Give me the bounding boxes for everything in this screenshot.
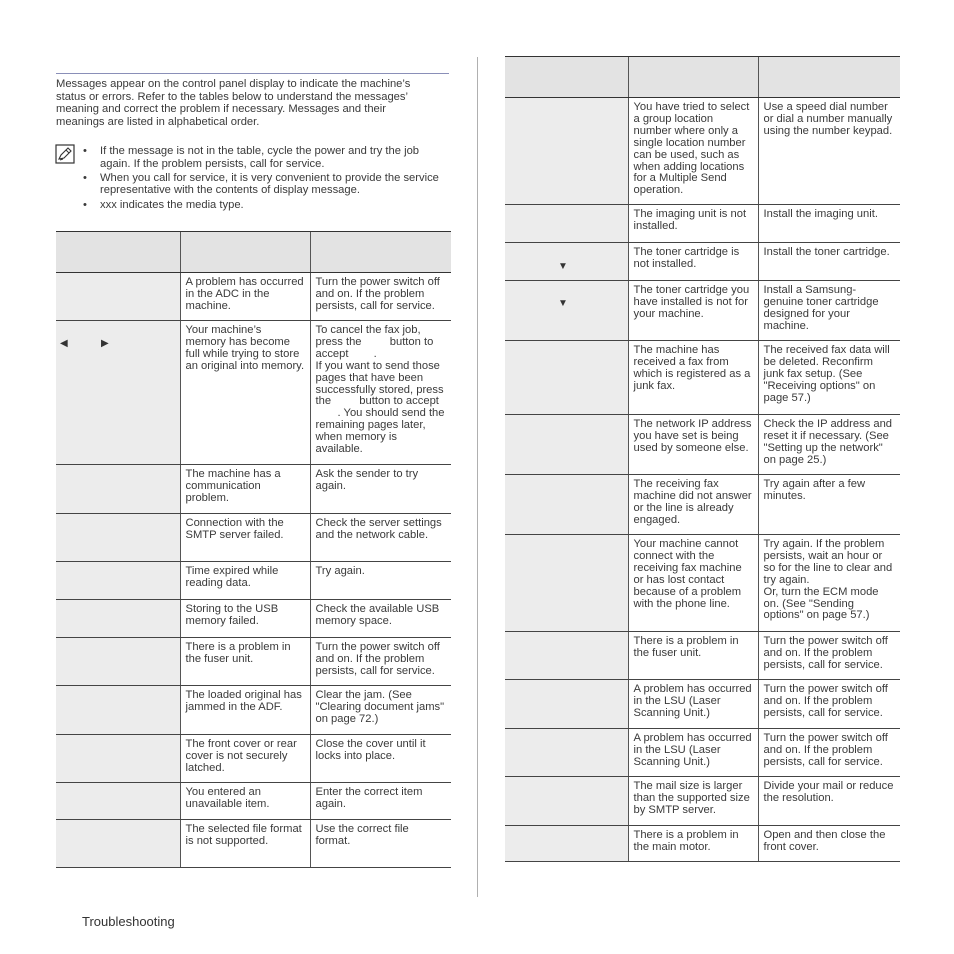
table-row: [505, 729, 900, 777]
meaning-cell: The loaded original has jammed in the ADF.: [180, 686, 310, 735]
section-rule: [56, 73, 449, 74]
table-row: [56, 820, 451, 868]
messages-table-left: [56, 231, 451, 868]
meaning-cell: The toner cartridge you have installed is not for your machine.: [628, 281, 758, 341]
meaning-cell: Time expired while reading data.: [180, 562, 310, 600]
header-message-cell: [505, 57, 628, 98]
meaning-cell: The toner cartridge is not installed.: [628, 243, 758, 281]
meaning-cell: The front cover or rear cover is not securely latched.: [180, 735, 310, 783]
message-cell: [56, 273, 180, 321]
solution-text: . You should send the remaining pages later, when memory is available.: [315, 407, 445, 456]
page-footer: Troubleshooting: [82, 914, 175, 929]
header-message-cell: [56, 232, 180, 273]
note-item: • When you call for service, it is very convenient to provide the service representative with the contents of display message.: [78, 172, 448, 197]
solution-cell: Turn the power switch off and on. If the problem persists, call for service.: [758, 729, 900, 777]
message-cell: [56, 321, 180, 465]
solution-cell: Turn the power switch off and on. If the problem persists, call for service.: [758, 632, 900, 680]
messages-table-right: [505, 56, 900, 862]
solution-cell: Enter the correct item again.: [310, 783, 451, 820]
meaning-cell: There is a problem in the fuser unit.: [628, 632, 758, 680]
table-row: [56, 514, 451, 562]
message-cell: [505, 341, 628, 415]
meaning-cell: Your machine cannot connect with the receiving fax machine or has lost contact because of a problem with the phone line.: [628, 535, 758, 632]
table-header-row: [505, 57, 900, 98]
table-row: [505, 826, 900, 862]
solution-cell: Use a speed dial number or dial a number manually using the number keypad.: [758, 98, 900, 205]
solution-cell: Turn the power switch off and on. If the problem persists, call for service.: [310, 638, 451, 686]
message-cell: [56, 820, 180, 868]
meaning-cell: Your machine’s memory has become full while trying to store an original into memory.: [180, 321, 310, 465]
table-row: [505, 777, 900, 826]
solution-cell: Check the available USB memory space.: [310, 600, 451, 638]
message-cell: [56, 600, 180, 638]
message-cell: [505, 205, 628, 243]
note-item: • xxx indicates the media type.: [78, 199, 448, 212]
table-header-row: [56, 232, 451, 273]
message-cell: [56, 638, 180, 686]
down-arrow-icon: ▼: [558, 298, 568, 309]
solution-cell: Divide your mail or reduce the resolution.: [758, 777, 900, 826]
meaning-cell: A problem has occurred in the ADC in the machine.: [180, 273, 310, 321]
meaning-cell: The selected file format is not supported.: [180, 820, 310, 868]
meaning-cell: The imaging unit is not installed.: [628, 205, 758, 243]
solution-text: If you want to send those pages that have been successfully stored, press the: [315, 359, 444, 408]
solution-cell: [758, 535, 900, 632]
message-cell: [505, 826, 628, 862]
intro-paragraph: Messages appear on the control panel display to indicate the machine’s status or errors. Refer to the tables below to understand the messages’ meaning and correct the problem if necessary. Messages and their meanings are listed in alphabetical order.: [56, 78, 411, 128]
notes-list: [78, 145, 448, 213]
message-cell: [505, 415, 628, 475]
solution-text: .: [373, 347, 377, 360]
message-cell: [505, 281, 628, 341]
meaning-cell: The mail size is larger than the supported size by SMTP server.: [628, 777, 758, 826]
message-cell: [505, 535, 628, 632]
meaning-cell: You have tried to select a group location number where only a single location number can be used, such as when adding locations for a Multiple Send operation.: [628, 98, 758, 205]
meaning-cell: The receiving fax machine did not answer or the line is already engaged.: [628, 475, 758, 535]
solution-cell: Turn the power switch off and on. If the problem persists, call for service.: [758, 680, 900, 729]
meaning-cell: The machine has received a fax from which is registered as a junk fax.: [628, 341, 758, 415]
solution-cell: Install a Samsung-genuine toner cartridge designed for your machine.: [758, 281, 900, 341]
right-arrow-icon: ▶: [101, 338, 109, 349]
table-row: [505, 632, 900, 680]
table-row: [56, 783, 451, 820]
table-row: [505, 475, 900, 535]
table-row: [505, 98, 900, 205]
table-row: [505, 205, 900, 243]
meaning-cell: A problem has occurred in the LSU (Laser Scanning Unit.): [628, 729, 758, 777]
table-row: [505, 281, 900, 341]
message-cell: [505, 475, 628, 535]
meaning-cell: There is a problem in the fuser unit.: [180, 638, 310, 686]
note-item: • If the message is not in the table, cycle the power and try the job again. If the problem persists, call for service.: [78, 145, 448, 170]
message-cell: [56, 514, 180, 562]
solution-cell: Close the cover until it locks into place.: [310, 735, 451, 783]
message-cell: [505, 632, 628, 680]
table-row: [505, 415, 900, 475]
left-arrow-icon: ◀: [60, 338, 68, 349]
message-cell: [505, 777, 628, 826]
meaning-cell: The network IP address you have set is being used by someone else.: [628, 415, 758, 475]
message-cell: [505, 729, 628, 777]
meaning-cell: Connection with the SMTP server failed.: [180, 514, 310, 562]
down-arrow-icon: ▼: [558, 261, 568, 272]
meaning-cell: The machine has a communication problem.: [180, 465, 310, 514]
solution-text: button to accept: [359, 395, 439, 408]
meaning-cell: A problem has occurred in the LSU (Laser Scanning Unit.): [628, 680, 758, 729]
message-cell: [56, 465, 180, 514]
table-row: [505, 680, 900, 729]
table-row: [56, 686, 451, 735]
table-row: [56, 321, 451, 465]
table-row: [505, 341, 900, 415]
solution-cell: Install the imaging unit.: [758, 205, 900, 243]
solution-cell: Use the correct file format.: [310, 820, 451, 868]
solution-text: To cancel the fax job, press the: [315, 324, 421, 348]
message-cell: [56, 562, 180, 600]
table-row: [56, 273, 451, 321]
meaning-cell: You entered an unavailable item.: [180, 783, 310, 820]
table-row: [56, 465, 451, 514]
solution-cell: [310, 321, 451, 465]
solution-cell: Install the toner cartridge.: [758, 243, 900, 281]
table-row: [56, 638, 451, 686]
solution-cell: The received fax data will be deleted. Reconfirm junk fax setup. (See "Receiving options" on page 57.): [758, 341, 900, 415]
solution-cell: Ask the sender to try again.: [310, 465, 451, 514]
header-solution-cell: [758, 57, 900, 98]
solution-text: Or, turn the ECM mode on. (See "Sending options" on page 57.): [763, 585, 879, 622]
solution-text: button to accept: [315, 335, 434, 360]
message-cell: [56, 686, 180, 735]
message-cell: [505, 98, 628, 205]
header-meaning-cell: [628, 57, 758, 98]
header-meaning-cell: [180, 232, 310, 273]
solution-cell: Clear the jam. (See "Clearing document jams" on page 72.): [310, 686, 451, 735]
table-row: [56, 600, 451, 638]
message-cell: [505, 680, 628, 729]
solution-cell: Try again after a few minutes.: [758, 475, 900, 535]
meaning-cell: Storing to the USB memory failed.: [180, 600, 310, 638]
solution-text: Try again. If the problem persists, wait an hour or so for the line to clear and try again.: [763, 538, 893, 586]
solution-cell: Open and then close the front cover.: [758, 826, 900, 862]
table-row: [505, 535, 900, 632]
column-divider: [477, 57, 478, 897]
note-pencil-icon: [55, 144, 75, 164]
table-row: [56, 562, 451, 600]
solution-cell: Check the IP address and reset it if necessary. (See "Setting up the network" on page 25.): [758, 415, 900, 475]
solution-cell: Turn the power switch off and on. If the problem persists, call for service.: [310, 273, 451, 321]
table-row: [56, 735, 451, 783]
header-solution-cell: [310, 232, 451, 273]
message-cell: [56, 735, 180, 783]
meaning-cell: There is a problem in the main motor.: [628, 826, 758, 862]
message-cell: [56, 783, 180, 820]
solution-cell: Try again.: [310, 562, 451, 600]
solution-cell: Check the server settings and the network cable.: [310, 514, 451, 562]
